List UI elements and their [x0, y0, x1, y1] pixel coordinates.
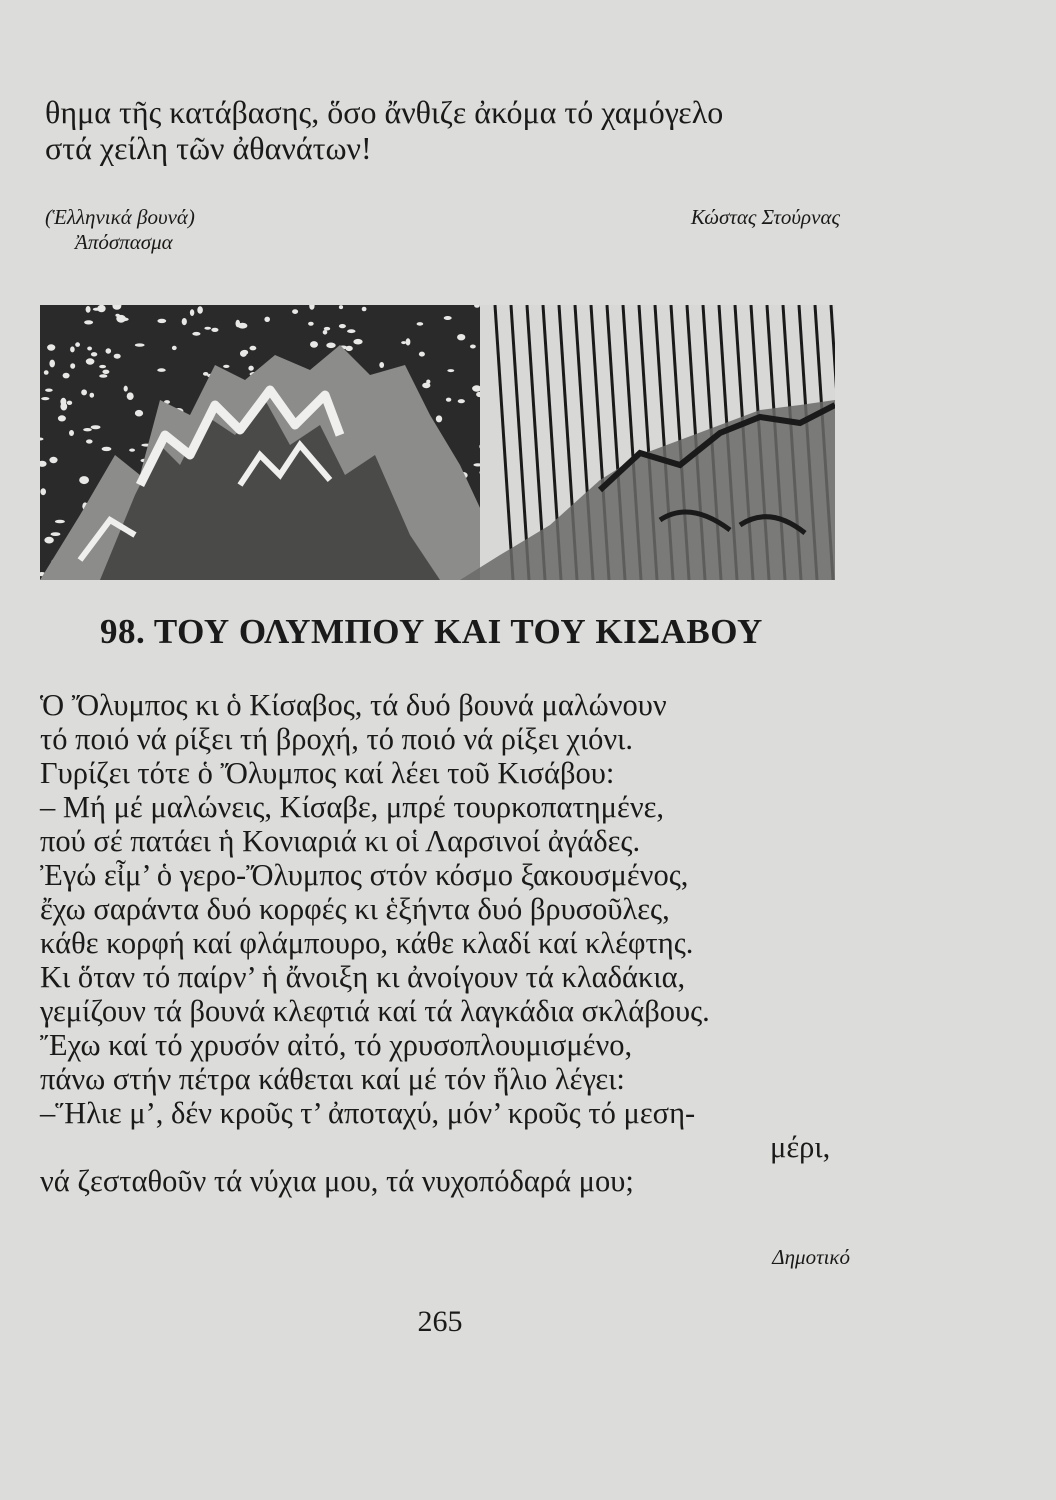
snowflake-mark	[223, 365, 229, 368]
snowflake-mark	[93, 308, 102, 311]
snowflake-mark	[75, 342, 80, 347]
poem-line: Γυρίζει τότε ὁ Ὄλυμπος καί λέει τοῦ Κισάβου:	[40, 756, 615, 790]
snowflake-mark	[55, 520, 65, 524]
snowflake-mark	[99, 374, 107, 378]
snowflake-mark	[91, 425, 101, 429]
snowflake-mark	[114, 354, 121, 359]
snowflake-mark	[60, 398, 66, 406]
snowflake-mark	[182, 318, 187, 325]
snowflake-mark	[67, 401, 72, 405]
citation-author: Κώστας Στούρνας	[690, 205, 840, 229]
snowflake-mark	[236, 320, 241, 328]
snowflake-mark	[197, 306, 203, 313]
snowflake-mark	[41, 397, 49, 400]
snowflake-mark	[240, 350, 247, 357]
snowflake-mark	[44, 537, 53, 544]
snowflake-mark	[45, 389, 53, 392]
snowflake-mark	[84, 320, 93, 324]
snowflake-mark	[353, 339, 362, 345]
snowflake-mark	[58, 415, 66, 421]
poem-title: 98. ΤΟΥ ΟΛΥΜΠΟΥ ΚΑΙ ΤΟΥ ΚΙΣΑΒΟΥ	[100, 612, 763, 651]
snowflake-mark	[79, 476, 89, 484]
snowflake-mark	[379, 362, 384, 368]
snowflake-mark	[115, 314, 119, 317]
snowflake-mark	[81, 389, 87, 395]
poem-line: – Μή μέ μαλώνεις, Κίσαβε, μπρέ τουρκοπατημένε,	[40, 790, 665, 824]
snowflake-mark	[40, 488, 46, 495]
snowflake-mark	[172, 346, 177, 350]
snowflake-mark	[406, 338, 411, 345]
snowflake-mark	[49, 457, 57, 463]
snowflake-mark	[310, 341, 318, 348]
snowflake-mark	[470, 345, 476, 349]
poem-line: νά ζεσταθοῦν τά νύχια μου, τά νυχοπόδαρά μου;	[40, 1164, 634, 1198]
intro-text-line-2: στά χείλη τῶν ἀθανάτων!	[45, 130, 372, 166]
snowflake-mark	[135, 343, 145, 346]
poem-line: τό ποιό νά ρίξει τή βροχή, τό ποιό νά ρίξει χιόνι.	[40, 722, 634, 756]
snowflake-mark	[69, 430, 74, 436]
snowflake-mark	[401, 341, 406, 344]
snowflake-mark	[47, 344, 55, 350]
snowflake-mark	[417, 322, 424, 326]
snowflake-mark	[102, 447, 112, 451]
snowflake-mark	[248, 366, 253, 371]
snowflake-mark	[347, 329, 355, 333]
snowflake-mark	[362, 307, 367, 312]
page-number: 265	[417, 1305, 463, 1338]
snowflake-mark	[250, 346, 257, 351]
snowflake-mark	[458, 399, 465, 403]
snowflake-mark	[86, 306, 91, 313]
snowflake-mark	[157, 319, 166, 323]
snowflake-mark	[326, 343, 335, 349]
snowflake-mark	[157, 368, 165, 372]
snowflake-mark	[44, 370, 49, 375]
snowflake-mark	[308, 322, 314, 326]
snowflake-mark	[83, 428, 92, 431]
intro-text-line-1: θημα τῆς κατάβασης, ὅσο ἄνθιζε ἀκόμα τό χαμόγελο	[45, 94, 724, 130]
snowflake-mark	[436, 415, 442, 422]
snowflake-mark	[211, 328, 218, 332]
poem-line: Ἔχω καί τό χρυσόν αἰτό, τό χρυσοπλουμισμένο,	[40, 1028, 633, 1062]
snowflake-mark	[339, 324, 346, 328]
snowflake-mark	[339, 305, 343, 309]
snowflake-mark	[447, 369, 454, 372]
snowy-mountains-and-rain-illustration	[40, 305, 835, 580]
snowflake-mark	[264, 317, 270, 322]
snowflake-mark	[324, 327, 330, 331]
snowflake-mark	[444, 316, 452, 320]
poem-line: ἔχω σαράντα δυό κορφές κι ἑξήντα δυό βρυσοῦλες,	[40, 892, 670, 926]
snowflake-mark	[99, 365, 106, 368]
snowflake-mark	[70, 346, 75, 352]
snowflake-mark	[90, 393, 95, 398]
snowflake-mark	[86, 439, 93, 443]
snowflake-mark	[457, 334, 465, 340]
snowflake-mark	[102, 370, 109, 374]
snowflake-mark	[120, 318, 129, 322]
snowflake-mark	[129, 449, 135, 452]
poem-line: πάνω στήν πέτρα κάθεται καί μέ τόν ἥλιο λέγει:	[40, 1062, 625, 1096]
poem-line: Κι ὅταν τό παίρν’ ἡ ἄνοιξη κι ἀνοίγουν τά κλαδάκια,	[40, 960, 686, 994]
poem-line: πού σέ πατάει ἡ Κονιαριά κι οἱ Λαρσινοί ἀγάδες.	[40, 824, 641, 858]
poem-line: –Ἥλιε μ’, δέν κροῦς τ’ ἀποταχύ, μόν’ κροῦς τό μεση-	[40, 1096, 696, 1130]
citation-work: (Ἑλληνικά βουνά)	[45, 205, 195, 229]
poem-line: κάθε κορφή καί φλάμπουρο, κάθε κλαδί καί κλέφτης.	[40, 926, 694, 960]
snowflake-mark	[323, 330, 328, 335]
snowflake-mark	[91, 352, 97, 356]
snowflake-mark	[124, 386, 128, 392]
snowflake-mark	[204, 327, 211, 330]
snowflake-mark	[127, 392, 134, 400]
snowflake-mark	[192, 332, 200, 336]
snowflake-mark	[426, 380, 430, 385]
snowflake-mark	[190, 309, 194, 316]
snowflake-mark	[135, 410, 143, 417]
snowflake-mark	[292, 309, 298, 314]
citation-excerpt: Ἀπόσπασμα	[75, 230, 173, 254]
snowflake-mark	[446, 398, 451, 402]
poem-line-continuation: μέρι,	[770, 1130, 831, 1164]
poem-line: Ἐγώ εἶμ’ ὁ γερο-Ὄλυμπος στόν κόσμο ξακουσμένος,	[40, 858, 689, 892]
poem-line: γεμίζουν τά βουνά κλεφτιά καί τά λαγκάδια σκλάβους.	[40, 994, 710, 1028]
snowflake-mark	[49, 360, 55, 368]
snowflake-mark	[63, 373, 70, 379]
snowflake-mark	[472, 385, 481, 391]
poem-source: Δημοτικό	[772, 1245, 850, 1269]
snowflake-mark	[51, 532, 61, 536]
snowflake-mark	[86, 358, 95, 364]
snowflake-mark	[106, 348, 112, 353]
snowflake-mark	[87, 347, 92, 351]
snowflake-mark	[419, 352, 425, 357]
snowflake-mark	[70, 363, 75, 369]
poem-line: Ὁ Ὄλυμπος κι ὁ Κίσαβος, τά δυό βουνά μαλώνουν	[40, 688, 667, 722]
